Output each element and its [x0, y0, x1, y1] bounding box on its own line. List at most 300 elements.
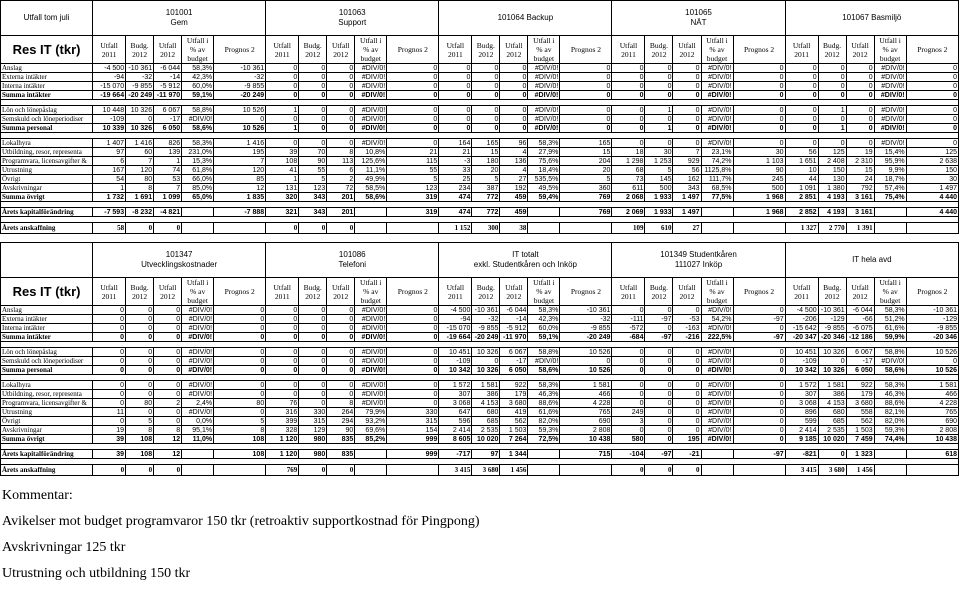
value-cell: 11 — [93, 408, 126, 417]
value-cell: -15 070 — [93, 82, 126, 91]
value-cell: 69,6% — [355, 426, 387, 435]
value-cell — [906, 465, 958, 476]
value-cell: 139 — [154, 148, 182, 157]
value-cell: 0 — [387, 366, 439, 375]
value-cell: 129 — [299, 426, 327, 435]
row-label: Övrigt — [1, 417, 93, 426]
value-cell: 30 — [906, 175, 958, 184]
value-cell: 3 680 — [846, 399, 874, 408]
table-row — [1, 390, 959, 399]
value-cell: 0 — [266, 348, 299, 357]
value-cell: 59,9% — [874, 333, 906, 342]
value-cell: #DIV/0! — [701, 357, 733, 366]
value-cell: 8 — [214, 426, 266, 435]
value-cell: #DIV/0! — [182, 306, 214, 315]
value-cell: 0 — [906, 64, 958, 73]
value-cell: 1 120 — [266, 435, 299, 444]
value-cell: 0 — [645, 139, 673, 148]
value-cell: #DIV/0! — [182, 366, 214, 375]
row-label: Lön och lönepåslag — [1, 348, 93, 357]
value-cell: 0 — [126, 115, 154, 124]
row-label: Övrigt — [1, 175, 93, 184]
value-cell: -109 — [93, 115, 126, 124]
value-cell: 10 451 — [439, 348, 472, 357]
column-header: Budg. 2012 — [645, 36, 673, 64]
value-cell: 90 — [299, 157, 327, 166]
value-cell: 2 770 — [818, 223, 846, 234]
value-cell: 0 — [214, 324, 266, 333]
value-cell: 0 — [472, 124, 500, 133]
row-label: Årets anskaffning — [1, 223, 93, 234]
value-cell: 0 — [126, 390, 154, 399]
value-cell: 38 — [500, 223, 528, 234]
value-cell: 0 — [612, 124, 645, 133]
value-cell: #DIV/0! — [701, 324, 733, 333]
value-cell: 74,2% — [701, 157, 733, 166]
value-cell: 1 691 — [126, 193, 154, 202]
value-cell: #DIV/0! — [701, 306, 733, 315]
value-cell: 56 — [673, 166, 701, 175]
value-cell: 980 — [299, 435, 327, 444]
value-cell: 10 448 — [93, 106, 126, 115]
value-cell: 44 — [785, 175, 818, 184]
comment-line: Utrustning och utbildning 150 tkr — [2, 566, 191, 581]
value-cell: 10 526 — [906, 348, 958, 357]
value-cell: -11 970 — [154, 91, 182, 100]
value-cell: 59,3% — [874, 426, 906, 435]
row-label: Summa övrigt — [1, 193, 93, 202]
value-cell: 0 — [387, 91, 439, 100]
value-cell: 0 — [299, 333, 327, 342]
value-cell: -53 — [673, 315, 701, 324]
value-cell: 0 — [560, 64, 612, 73]
sheet-title: Res IT (tkr) — [1, 36, 93, 64]
value-cell: 7 — [126, 157, 154, 166]
value-cell: -4 821 — [154, 208, 182, 217]
value-cell: 1 503 — [500, 426, 528, 435]
value-cell: 0 — [327, 139, 355, 148]
value-cell: #DIV/0! — [355, 124, 387, 133]
value-cell: 0 — [387, 390, 439, 399]
value-cell: 58,5% — [355, 184, 387, 193]
value-cell: -206 — [785, 315, 818, 324]
value-cell: #DIV/0! — [874, 91, 906, 100]
value-cell: #DIV/0! — [182, 333, 214, 342]
value-cell: 330 — [387, 408, 439, 417]
value-cell: 2 808 — [560, 426, 612, 435]
value-cell: 125,6% — [355, 157, 387, 166]
value-cell: -94 — [93, 73, 126, 82]
value-cell: 123 — [387, 184, 439, 193]
value-cell: 10 526 — [214, 124, 266, 133]
table-row — [1, 184, 959, 193]
value-cell: 39 — [266, 148, 299, 157]
value-cell: 360 — [560, 184, 612, 193]
value-cell: 685 — [818, 417, 846, 426]
table-row — [1, 450, 959, 459]
value-cell: 0 — [387, 333, 439, 342]
value-cell: 6 050 — [846, 366, 874, 375]
value-cell: 0 — [93, 333, 126, 342]
value-cell: 108 — [214, 435, 266, 444]
value-cell: 1 581 — [906, 381, 958, 390]
value-cell: 23,1% — [701, 148, 733, 157]
value-cell: 97 — [93, 148, 126, 157]
value-cell: 0 — [266, 366, 299, 375]
value-cell: 690 — [560, 417, 612, 426]
value-cell: 0 — [327, 306, 355, 315]
value-cell: 201 — [327, 193, 355, 202]
value-cell: -97 — [733, 315, 785, 324]
value-cell: 3 680 — [500, 399, 528, 408]
value-cell: 49,9% — [355, 175, 387, 184]
value-cell: #DIV/0! — [355, 73, 387, 82]
row-label: Anslag — [1, 64, 93, 73]
value-cell: 68 — [612, 166, 645, 175]
value-cell: 2 638 — [906, 157, 958, 166]
value-cell: 2 408 — [818, 157, 846, 166]
value-cell: 610 — [645, 223, 673, 234]
value-cell: 0 — [645, 381, 673, 390]
value-cell — [387, 465, 439, 476]
value-cell: 319 — [387, 208, 439, 217]
value-cell: -821 — [785, 450, 818, 459]
value-cell: 0 — [154, 223, 182, 234]
value-cell: 30 — [645, 148, 673, 157]
value-cell: 0 — [846, 91, 874, 100]
value-cell: 1 497 — [673, 208, 701, 217]
value-cell — [701, 208, 733, 217]
value-cell: 7 — [154, 184, 182, 193]
value-cell: 0 — [126, 306, 154, 315]
value-cell: 8 — [126, 426, 154, 435]
value-cell: 108 — [214, 450, 266, 459]
value-cell: 0 — [560, 91, 612, 100]
column-header: Utfall 2011 — [93, 278, 126, 306]
value-cell: 68,5% — [701, 184, 733, 193]
value-cell: 328 — [266, 426, 299, 435]
value-cell: 0 — [327, 315, 355, 324]
value-cell — [701, 465, 733, 476]
value-cell — [355, 208, 387, 217]
value-cell: 685 — [472, 417, 500, 426]
value-cell: 0 — [327, 465, 355, 476]
column-header: Prognos 2 — [560, 278, 612, 306]
value-cell: -21 — [673, 450, 701, 459]
value-cell: 0 — [785, 115, 818, 124]
value-cell: 0 — [214, 115, 266, 124]
value-cell: -17 — [500, 357, 528, 366]
value-cell: 562 — [846, 417, 874, 426]
value-cell: 769 — [266, 465, 299, 476]
value-cell: -10 361 — [818, 306, 846, 315]
value-cell: 0 — [327, 106, 355, 115]
value-cell: 39 — [93, 450, 126, 459]
value-cell: 4 440 — [906, 208, 958, 217]
value-cell: -6 044 — [154, 64, 182, 73]
value-cell: 0 — [733, 390, 785, 399]
value-cell: 0 — [299, 366, 327, 375]
value-cell: 10 451 — [785, 348, 818, 357]
value-cell: 59,3% — [528, 426, 560, 435]
value-cell: 922 — [846, 381, 874, 390]
value-cell: 0 — [387, 324, 439, 333]
value-cell: 6 — [327, 166, 355, 175]
value-cell: 769 — [560, 208, 612, 217]
value-cell: 0 — [154, 315, 182, 324]
value-cell: 0 — [733, 435, 785, 444]
value-cell — [874, 208, 906, 217]
value-cell: 1 323 — [846, 450, 874, 459]
table-row — [1, 148, 959, 157]
value-cell: 0 — [612, 381, 645, 390]
group-header: 101067 Basmiljö — [785, 1, 958, 36]
value-cell: #DIV/0! — [701, 381, 733, 390]
value-cell: 0 — [387, 139, 439, 148]
value-cell: 0 — [299, 315, 327, 324]
value-cell: 4 228 — [560, 399, 612, 408]
value-cell: 20 — [472, 166, 500, 175]
value-cell: 0 — [154, 366, 182, 375]
value-cell: 130 — [818, 175, 846, 184]
value-cell: 245 — [733, 175, 785, 184]
table-row — [1, 193, 959, 202]
value-cell: 1 497 — [906, 184, 958, 193]
value-cell: 0 — [733, 324, 785, 333]
value-cell: 125 — [906, 148, 958, 157]
row-label: Utbildning, resor, representa — [1, 390, 93, 399]
table-row — [1, 465, 959, 476]
value-cell: 0 — [500, 115, 528, 124]
value-cell: 0 — [266, 324, 299, 333]
column-header: Utfall 2012 — [500, 36, 528, 64]
value-cell: 3 — [612, 417, 645, 426]
value-cell: 0 — [500, 106, 528, 115]
value-cell: -9 855 — [906, 324, 958, 333]
value-cell: 192 — [500, 184, 528, 193]
value-cell: -6 075 — [846, 324, 874, 333]
value-cell — [387, 223, 439, 234]
value-cell: -5 912 — [500, 324, 528, 333]
value-cell: 2 414 — [785, 426, 818, 435]
column-header: Utfall i % av budget — [355, 36, 387, 64]
value-cell: 343 — [299, 208, 327, 217]
value-cell: 0 — [266, 64, 299, 73]
value-cell: 85 — [214, 175, 266, 184]
value-cell: 75,4% — [874, 193, 906, 202]
value-cell: #DIV/0! — [182, 408, 214, 417]
column-header: Utfall 2011 — [266, 278, 299, 306]
value-cell: 0 — [327, 333, 355, 342]
value-cell: 558 — [846, 408, 874, 417]
value-cell: 0 — [439, 64, 472, 73]
value-cell: 1 — [266, 106, 299, 115]
value-cell: 307 — [785, 390, 818, 399]
value-cell: 24 — [846, 175, 874, 184]
column-header: Utfall 2011 — [439, 36, 472, 64]
column-header: Utfall 2011 — [439, 278, 472, 306]
column-header: Utfall i % av budget — [528, 36, 560, 64]
value-cell: 1 968 — [733, 208, 785, 217]
value-cell: 929 — [673, 157, 701, 166]
value-cell — [733, 465, 785, 476]
value-cell: 535,5% — [528, 175, 560, 184]
value-cell: -10 361 — [560, 306, 612, 315]
value-cell: 0 — [645, 348, 673, 357]
value-cell: 59,1% — [528, 333, 560, 342]
value-cell: 0 — [785, 64, 818, 73]
value-cell: 0 — [645, 64, 673, 73]
value-cell: #DIV/0! — [701, 417, 733, 426]
value-cell: #DIV/0! — [355, 139, 387, 148]
value-cell: 316 — [266, 408, 299, 417]
table-row — [1, 348, 959, 357]
value-cell: 0 — [154, 408, 182, 417]
value-cell: -17 — [846, 357, 874, 366]
table-row — [1, 166, 959, 175]
value-cell: -109 — [785, 357, 818, 366]
value-cell: 0 — [93, 381, 126, 390]
value-cell: 10 339 — [93, 124, 126, 133]
value-cell: 0 — [500, 82, 528, 91]
column-header: Utfall 2012 — [673, 36, 701, 64]
value-cell: -20 249 — [560, 333, 612, 342]
value-cell: 0 — [214, 366, 266, 375]
value-cell: 0 — [500, 73, 528, 82]
value-cell: 4 440 — [906, 193, 958, 202]
table-row — [1, 64, 959, 73]
value-cell: 0 — [387, 82, 439, 91]
value-cell: 0 — [645, 324, 673, 333]
value-cell: 1 103 — [733, 157, 785, 166]
value-cell: 59,1% — [182, 91, 214, 100]
value-cell: 180 — [472, 157, 500, 166]
value-cell: #DIV/0! — [355, 91, 387, 100]
value-cell: 7 — [214, 157, 266, 166]
value-cell: 3 415 — [439, 465, 472, 476]
row-label: Anslag — [1, 306, 93, 315]
value-cell: 1 099 — [154, 193, 182, 202]
value-cell: 922 — [500, 381, 528, 390]
value-cell: -111 — [612, 315, 645, 324]
value-cell: 1 835 — [214, 193, 266, 202]
value-cell: 0 — [785, 91, 818, 100]
value-cell: 0 — [126, 381, 154, 390]
value-cell: 0 — [818, 73, 846, 82]
value-cell: #DIV/0! — [355, 115, 387, 124]
value-cell: 0 — [733, 91, 785, 100]
value-cell: 58,3% — [528, 306, 560, 315]
value-cell: 0 — [387, 124, 439, 133]
value-cell: 1 — [154, 157, 182, 166]
column-header: Budg. 2012 — [299, 278, 327, 306]
value-cell: 2 535 — [818, 426, 846, 435]
value-cell: 82,0% — [528, 417, 560, 426]
value-cell: 1 380 — [818, 184, 846, 193]
value-cell: 0 — [327, 357, 355, 366]
value-cell: 0 — [327, 390, 355, 399]
value-cell: 0 — [673, 124, 701, 133]
value-cell: 60,0% — [182, 82, 214, 91]
value-cell: 65,0% — [182, 193, 214, 202]
value-cell: 0 — [612, 348, 645, 357]
value-cell: #DIV/0! — [355, 64, 387, 73]
value-cell: #DIV/0! — [182, 315, 214, 324]
value-cell: 896 — [785, 408, 818, 417]
value-cell: 0 — [733, 115, 785, 124]
column-header: Utfall 2012 — [154, 278, 182, 306]
value-cell: 0 — [266, 315, 299, 324]
value-cell: 343 — [673, 184, 701, 193]
value-cell: 1 — [645, 124, 673, 133]
value-cell: 125 — [818, 148, 846, 157]
value-cell: 165 — [472, 139, 500, 148]
value-cell: 0 — [266, 357, 299, 366]
value-cell: #DIV/0! — [528, 124, 560, 133]
value-cell — [874, 223, 906, 234]
table-row — [1, 175, 959, 184]
value-cell: 195 — [673, 435, 701, 444]
value-cell: 25 — [439, 175, 472, 184]
value-cell: #DIV/0! — [874, 357, 906, 366]
column-header: Utfall i % av budget — [701, 278, 733, 306]
row-label: Semskuld och löneperiodiser — [1, 357, 93, 366]
column-header: Utfall 2012 — [327, 36, 355, 64]
value-cell: 0 — [93, 390, 126, 399]
value-cell: 1 — [645, 106, 673, 115]
value-cell: 0 — [472, 82, 500, 91]
value-cell: 0 — [299, 91, 327, 100]
value-cell: 0 — [266, 115, 299, 124]
row-label: Utrustning — [1, 408, 93, 417]
value-cell: -684 — [612, 333, 645, 342]
value-cell: 0 — [733, 106, 785, 115]
value-cell: #DIV/0! — [355, 390, 387, 399]
value-cell: 234 — [439, 184, 472, 193]
value-cell: 330 — [299, 408, 327, 417]
value-cell: 0 — [560, 124, 612, 133]
value-cell: -9 855 — [472, 324, 500, 333]
table-row — [1, 306, 959, 315]
value-cell: #DIV/0! — [528, 115, 560, 124]
value-cell: 0 — [846, 64, 874, 73]
value-cell: 0 — [387, 348, 439, 357]
value-cell: 264 — [327, 408, 355, 417]
value-cell: 769 — [560, 193, 612, 202]
value-cell: 0 — [299, 73, 327, 82]
value-cell: 0 — [645, 306, 673, 315]
value-cell: 0 — [673, 426, 701, 435]
value-cell: 0 — [673, 390, 701, 399]
column-header: Budg. 2012 — [472, 36, 500, 64]
value-cell: 150 — [818, 166, 846, 175]
value-cell: 15,4% — [874, 148, 906, 157]
value-cell: 3 068 — [785, 399, 818, 408]
value-cell: -572 — [612, 324, 645, 333]
column-header: Utfall i % av budget — [528, 278, 560, 306]
value-cell: 0 — [126, 465, 154, 476]
value-cell: 1 503 — [846, 426, 874, 435]
value-cell: -7 593 — [93, 208, 126, 217]
value-cell: 0 — [733, 366, 785, 375]
value-cell: 0 — [299, 106, 327, 115]
value-cell: 10 020 — [472, 435, 500, 444]
value-cell: 58,6% — [528, 366, 560, 375]
value-cell: 58,8% — [182, 106, 214, 115]
value-cell: 0 — [439, 82, 472, 91]
value-cell: 6 067 — [846, 348, 874, 357]
value-cell: 113 — [327, 157, 355, 166]
